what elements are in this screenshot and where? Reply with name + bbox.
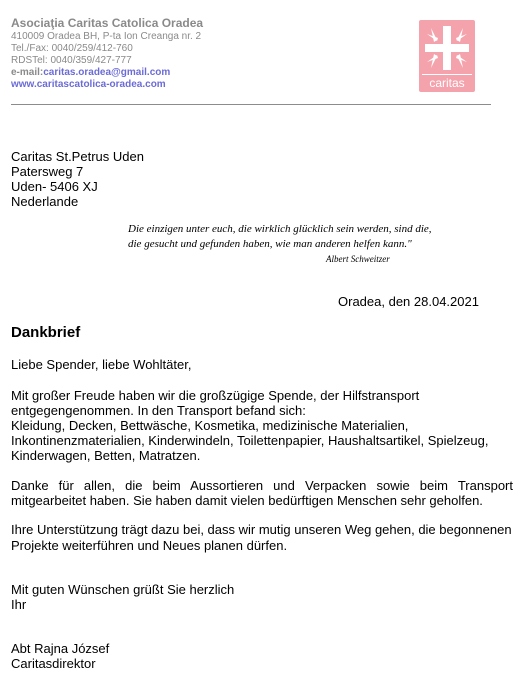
org-rdstel: RDSTel: 0040/359/427-777 xyxy=(11,55,132,66)
p1-line-1: Mit großer Freude haben wir die großzügige Spende, der Hilfstransport xyxy=(11,388,420,403)
email-label: e-mail: xyxy=(11,67,44,78)
header-divider xyxy=(11,104,491,105)
quote-author: Albert Schweitzer xyxy=(326,254,390,264)
p1-line-2: entgegengenommen. In den Transport befand sich: xyxy=(11,403,306,418)
recipient-line-3: Uden- 5406 XJ xyxy=(11,179,98,194)
closing-line-1: Mit guten Wünschen grüßt Sie herzlich xyxy=(11,582,235,597)
signature-title: Caritasdirektor xyxy=(11,656,96,671)
recipient-line-1: Caritas St.Petrus Uden xyxy=(11,149,144,164)
p1-line-3: Kleidung, Decken, Bettwäsche, Kosmetika, medizinische Materialien, xyxy=(11,418,409,433)
p1-line-5: Kinderwagen, Betten, Matratzen. xyxy=(11,448,201,463)
p3-line-2: Projekte weiterführen und Neues planen dürfen. xyxy=(11,538,288,553)
p2-line-2: mitgearbeitet haben. Sie haben damit vielen bedürftigen Menschen sehr geholfen. xyxy=(11,493,483,508)
org-telfax: Tel./Fax: 0040/259/412-760 xyxy=(11,43,133,54)
letter-date: Oradea, den 28.04.2021 xyxy=(338,294,479,309)
salutation: Liebe Spender, liebe Wohltäter, xyxy=(11,357,192,372)
quote-line-1: Die einzigen unter euch, die wirklich glücklich sein werden, sind die, xyxy=(128,223,432,235)
p2-line-1: Danke für allen, die beim Aussortieren und Verpacken sowie beim Transport xyxy=(11,478,513,493)
logo-text: caritas xyxy=(429,76,465,90)
closing-line-2: Ihr xyxy=(11,597,27,612)
letter-title: Dankbrief xyxy=(11,324,81,341)
recipient-line-4: Nederlande xyxy=(11,194,79,209)
signature-name: Abt Rajna József xyxy=(11,641,110,656)
org-name: Asociaţia Caritas Catolica Oradea xyxy=(11,16,204,30)
org-website-link[interactable]: www.caritascatolica-oradea.com xyxy=(11,79,166,90)
quote-line-2: die gesucht und gefunden haben, wie man anderen helfen kann." xyxy=(128,238,412,250)
p1-line-4: Inkontinenzmaterialien, Kinderwindeln, Toilettenpapier, Haushaltsartikel, Spielzeug, xyxy=(11,433,489,448)
org-email-line xyxy=(11,67,170,78)
caritas-logo xyxy=(419,20,475,92)
recipient-line-2: Patersweg 7 xyxy=(11,164,84,179)
org-email-link[interactable]: caritas.oradea@gmail.com xyxy=(43,67,171,78)
org-address: 410009 Oradea BH, P-ta Ion Creanga nr. 2 xyxy=(11,31,202,42)
p3-line-1: Ihre Unterstützung trägt dazu bei, dass wir mutig unseren Weg gehen, die begonnenen xyxy=(11,522,512,537)
